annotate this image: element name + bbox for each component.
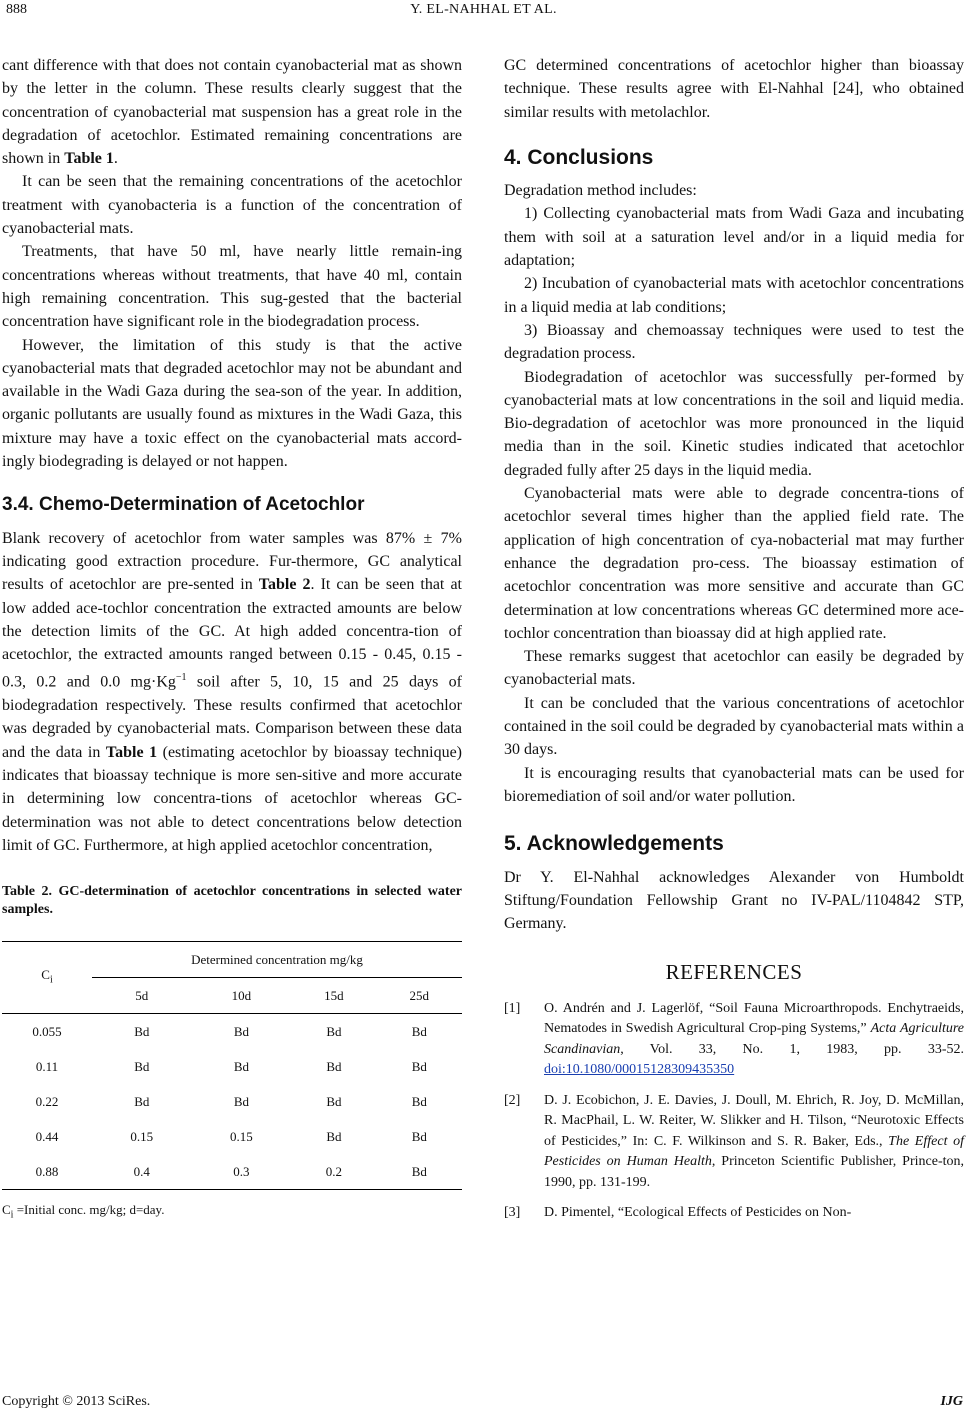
references-title: REFERENCES — [665, 960, 803, 985]
list-item: 2) Incubation of cyanobacterial mats with acetochlor concentrations in a liquid media at lab conditions; — [504, 275, 964, 316]
list-item: 1) Collecting cyanobacterial mats from Wadi Gaza and incubating them with soil at a saturation level and/or in a liquid media for adaptation; — [504, 205, 964, 270]
reference-item: [1] O. Andrén and J. Lagerlöf, “Soil Fauna Microarthropods. Enchytraeids, Nematodes in Swedish Agricultural Crop-ping Systems,” Acta Agriculture Scandinavian, Vol. 33, No. 1, 1983, pp. 33-52. doi:10.1080/00015128309435350 — [504, 1000, 964, 1078]
table-cell: Bd — [134, 1093, 150, 1109]
table-cell: 0.15 — [230, 1128, 253, 1144]
doi-link[interactable]: doi:10.1080/00015128309435350 — [544, 1062, 735, 1078]
table-cell: 0.22 — [35, 1093, 59, 1109]
table-cell: Bd — [377, 1154, 462, 1190]
paragraph: Degradation method includes: — [504, 182, 697, 200]
paragraph: It can be seen that the remaining concentrations of the acetochlor treatment with cyanobacteria is a function of the concentration of cyanobacterial mats. — [2, 173, 462, 238]
paragraph: It is encouraging results that cyanobacterial mats can be used for bioremediation of soil and/or water pollution. — [504, 764, 964, 805]
table-note: $C_i$ =Initial conc. mg/kg; d=day. — [2, 1202, 165, 1221]
paragraph: However, the limitation of this study is that the active cyanobacterial mats that degraded acetochlor may not be abundant and available in the Wadi Gaza during the sea-son of the year. In addition, organic pollutants are usually found as mixtures in the Wadi Gaza, this mixture may have a toxic effect on the cyanobacterial mats accord-ingly biodegrading is delayed or not happen. — [2, 336, 462, 471]
table-row — [2, 1084, 462, 1119]
table-cell: Bd — [233, 1058, 249, 1074]
table-cell: Bd — [411, 1093, 427, 1109]
table-cell: 0.055 — [32, 1023, 62, 1039]
paragraph: Dr Y. El-Nahhal acknowledges Alexander von Humboldt Stiftung/Foundation Fellowship Grant no IV-PAL/1104842 STP, Germany. — [504, 868, 964, 933]
reference-item: [3] D. Pimentel, “Ecological Effects of Pesticides on Non- — [504, 1205, 852, 1221]
table-cell: Bd — [233, 1093, 249, 1109]
table-cell: Bd — [326, 1058, 342, 1074]
running-title: Y. EL-NAHHAL ET AL. — [410, 2, 557, 17]
paragraph: GC determined concentrations of acetochlor higher than bioassay technique. These results agree with El-Nahhal [24], who obtained similar results with metolachlor. — [504, 57, 964, 121]
table-cell: Bd — [134, 1023, 150, 1039]
table-caption: Table 2. GC-determination of acetochlor concentrations in selected water samples. — [2, 884, 462, 918]
data-table — [2, 941, 462, 1190]
table-row — [2, 1154, 462, 1190]
table-cell: Bd — [326, 1023, 342, 1039]
day-column-header: 10d — [192, 978, 292, 1014]
day-column-header: 5d — [92, 978, 192, 1014]
table-cell: Bd — [326, 1128, 342, 1144]
table-cell: 0.2 — [291, 1154, 376, 1190]
table-cell: 0.88 — [2, 1154, 92, 1190]
table-row — [2, 1014, 462, 1050]
right-column — [504, 54, 964, 1234]
table-cell: 0.3 — [192, 1154, 292, 1190]
table-cell: Bd — [233, 1023, 249, 1039]
section-heading: 3.4. Chemo-Determination of Acetochlor — [2, 494, 365, 516]
paragraph: cant difference with that does not contain cyanobacterial mat as shown by the letter in the column. These results clearly suggest that the concentration of cyanobacterial mat suspension has a great role in the degradation of acetochlor. Estimated remaining concentrations are shown in Table 1. — [2, 57, 462, 168]
column-header: $C_i$ — [2, 942, 92, 1014]
paragraph: These remarks suggest that acetochlor can easily be degraded by cyanobacterial mats. — [504, 648, 964, 689]
copyright-notice: Copyright © 2013 SciRes. — [2, 1394, 151, 1409]
table-cell: Bd — [411, 1058, 427, 1074]
paragraph: Biodegradation of acetochlor was successfully per-formed by cyanobacterial mats at low concentrations in the soil and liquid media. Bio-degradation of acetochlor was more pronounced in the liquid media than in the soil. Kinetic studies indicated that acetochlor degraded fully after 25 days in the liquid media. — [504, 368, 964, 479]
list-item: 3) Bioassay and chemoassay techniques were used to test the degradation process. — [504, 321, 964, 363]
paragraph: It can be concluded that the various concentrations of acetochlor contained in the soil could be degraded by cyanobacterial mats within a 30 days. — [504, 694, 964, 759]
table-cell: Bd — [411, 1023, 427, 1039]
journal-abbrev: IJG — [940, 1394, 963, 1409]
table-cell: Bd — [134, 1058, 150, 1074]
table-cell: 0.11 — [35, 1058, 59, 1074]
table-row — [2, 1119, 462, 1154]
table-reference[interactable]: Table 1 — [105, 743, 158, 761]
table-reference[interactable]: Table 2 — [258, 576, 311, 594]
section-heading: 5. Acknowledgements — [504, 832, 724, 856]
page-number: 888 — [6, 2, 27, 17]
reference-item: [2] D. J. Ecobichon, J. E. Davies, J. Doull, M. Ehrich, R. Joy, D. McMillan, R. MacPhail, L. W. Reiter, W. Slikker and H. Tilson, “Neurotoxic Effects of Pesticides,” In: C. F. Wilkinson and S. R. Baker, Eds., The Effect of Pesticides on Human Health, Princeton Scientific Publisher, Prince-ton, 1990, pp. 131-199. — [504, 1092, 964, 1190]
table-cell: 0.4 — [92, 1154, 192, 1190]
table-row — [2, 1049, 462, 1084]
day-column-header: 15d — [291, 978, 376, 1014]
paragraph: Treatments, that have 50 ml, have nearly little remain-ing concentrations whereas without treatments, that have 40 ml, contain high remaining concentration. This sug-gested that the bacterial concentration have significant role in the biodegradation process. — [2, 243, 462, 331]
column-group-header: Determined concentration mg/kg — [92, 942, 462, 978]
table-reference[interactable]: Table 1 — [64, 150, 114, 168]
paragraph: Cyanobacterial mats were able to degrade concentra-tions of acetochlor several times higher than the applied field rate. The application of high concentration of cya-nobacterial mat may further enhance the degradation pro-cess. The bioassay estimation of acetochlor concentration was more sensitive and accurate than GC determination at low concentrations whereas GC determined more ace-tochlor concentration than bioassay did at high applied rate. — [504, 485, 964, 642]
left-column — [2, 54, 462, 1227]
paragraph: Blank recovery of acetochlor from water samples was 87% ± 7% indicating good extraction procedure. Fur-thermore, GC analytical results of acetochlor are pre-sented in Table 2. It can be seen that at low added ace-tochlor concentration the extracted amounts are below the detection limits of the GC. At high added concentra-tion of acetochlor, the extracted amounts ranged between 0.15 - 0.45, 0.15 - 0.3, 0.2 and 0.0 $mg\cdot Kg^{-1}$ soil after 5, 10, 15 and 25 days of biodegradation respectively. These results confirmed that acetochlor was degraded by cyanobacterial mats. Comparison between these data and the data in Table 1 (estimating acetochlor by bioassay technique) indicates that bioassay technique is more sen-sitive and more accurate in determining low concentra-tions of acetochlor whereas GC-determination was not able to detect concentrations below detection limit of GC. Furthermore, at high applied acetochlor concentration, — [2, 529, 463, 854]
table-cell: Bd — [411, 1128, 427, 1144]
day-column-header: 25d — [377, 978, 462, 1014]
table-cell: 0.44 — [35, 1128, 59, 1144]
table-cell: Bd — [326, 1093, 342, 1109]
section-heading: 4. Conclusions — [504, 145, 654, 169]
table-cell: 0.15 — [130, 1128, 154, 1144]
